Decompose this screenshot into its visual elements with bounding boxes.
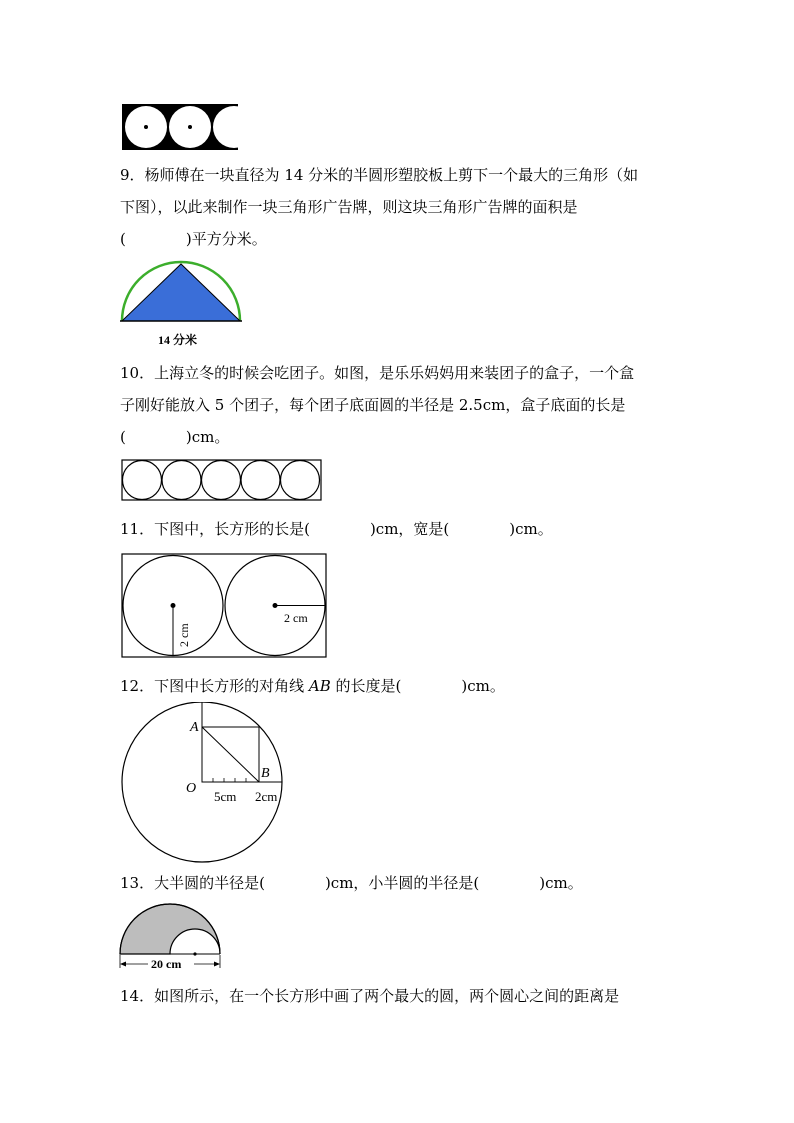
q12-point-o: O bbox=[186, 781, 197, 796]
q14-line1: 14．如图所示，在一个长方形中画了两个最大的圆，两个圆心之间的距离是 bbox=[120, 987, 620, 1005]
q11-radius-label-right: 2 cm bbox=[284, 611, 308, 625]
q11-line1: 11．下图中，长方形的长是( )cm，宽是( )cm。 bbox=[120, 520, 553, 538]
q13-20cm-label: 20 cm bbox=[151, 957, 182, 971]
q12-text-pre: 12．下图中长方形的对角线 bbox=[120, 677, 309, 695]
q10-line2: 子刚好能放入 5 个团子，每个团子底面圆的半径是 2.5cm，盒子底面的长是 bbox=[120, 396, 626, 414]
q12-5cm-label: 5cm bbox=[214, 789, 237, 804]
q12-2cm-label: 2cm bbox=[255, 789, 278, 804]
q11-rectangle-two-circles-figure bbox=[120, 552, 330, 660]
q13-line1: 13．大半圆的半径是( )cm，小半圆的半径是( )cm。 bbox=[120, 874, 583, 892]
circles-in-box-figure bbox=[120, 102, 242, 152]
q9-14dm-label: 14 分米 bbox=[158, 333, 198, 347]
q10-line3: ( )cm。 bbox=[120, 428, 230, 446]
q12-point-a: A bbox=[190, 720, 199, 735]
q9-line2: 下图），以此来制作一块三角形广告牌，则这块三角形广告牌的面积是 bbox=[120, 198, 578, 216]
q9-semicircle-triangle-figure bbox=[118, 258, 248, 350]
q9-line1: 9．杨师傅在一块直径为 14 分米的半圆形塑胶板上剪下一个最大的三角形（如 bbox=[120, 166, 639, 184]
q12-ab-var: AB bbox=[308, 677, 331, 695]
q9-line3: ( )平方分米。 bbox=[120, 230, 267, 248]
q10-box-five-circles-figure bbox=[120, 458, 324, 502]
q11-radius-label-left: 2 cm bbox=[177, 623, 191, 647]
q13-semicircles-figure bbox=[118, 902, 228, 972]
q12-point-b: B bbox=[261, 766, 270, 781]
q10-line1: 10．上海立冬的时候会吃团子。如图，是乐乐妈妈用来装团子的盒子，一个盒 bbox=[120, 364, 635, 382]
q12-circle-rectangle-figure bbox=[118, 702, 288, 864]
q12-line1 bbox=[120, 676, 505, 696]
q12-text-post: 的长度是( )cm。 bbox=[330, 677, 505, 695]
